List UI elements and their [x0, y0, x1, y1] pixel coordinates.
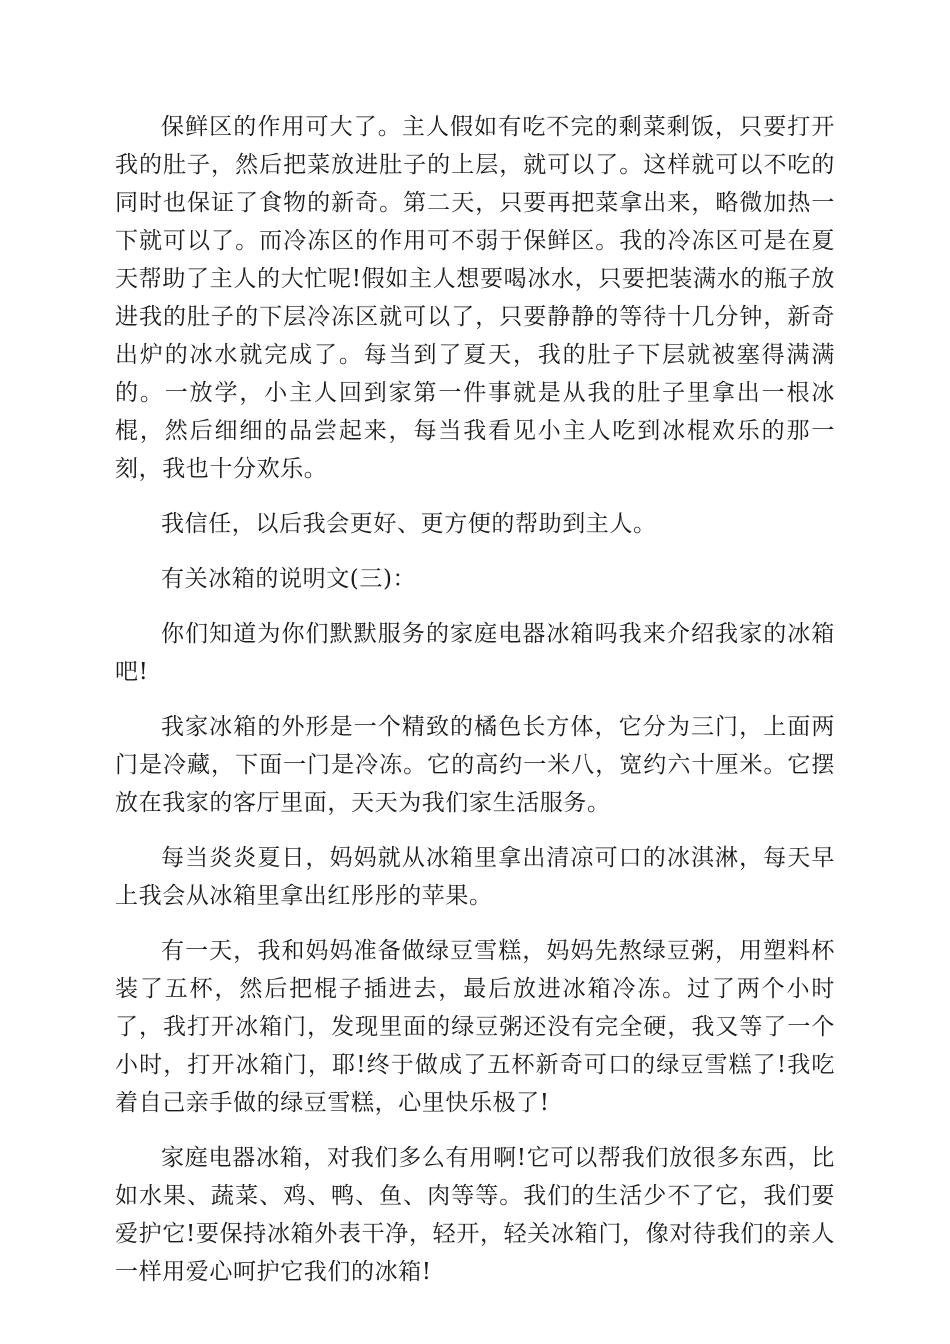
paragraph-popsicle-story: 有一天，我和妈妈准备做绿豆雪糕，妈妈先熬绿豆粥，用塑料杯装了五杯，然后把棍子插进去，最后放进冰箱冷冻。过了两个小时了，我打开冰箱门，发现里面的绿豆粥还没有完全硬，我又等了一个小时，打开冰箱门，耶!终于做成了五杯新奇可口的绿豆雪糕了!我吃着自己亲手做的绿豆雪糕，心里快乐极了! — [115, 938, 835, 1116]
paragraph-fridge-compartments: 保鲜区的作用可大了。主人假如有吃不完的剩菜剩饭，只要打开我的肚子，然后把菜放进肚子的上层，就可以了。这样就可以不吃的同时也保证了食物的新奇。第二天，只要再把菜拿出来，略微加热一下就可以了。而冷冻区的作用可不弱于保鲜区。我的冷冻区可是在夏天帮助了主人的大忙呢!假如主人想要喝冰水，只要把装满水的瓶子放进我的肚子的下层冷冻区就可以了，只要静静的等待十几分钟，新奇出炉的冰水就完成了。每当到了夏天，我的肚子下层就被塞得满满的。一放学，小主人回到家第一件事就是从我的肚子里拿出一根冰棍，然后细细的品尝起来，每当我看见小主人吃到冰棍欢乐的那一刻，我也十分欢乐。 — [115, 114, 835, 482]
section-heading: 有关冰箱的说明文(三)： — [161, 566, 417, 592]
paragraph-summer: 每当炎炎夏日，妈妈就从冰箱里拿出清凉可口的冰淇淋，每天早上我会从冰箱里拿出红彤彤的苹果。 — [115, 845, 835, 909]
document-body — [115, 108, 835, 1308]
paragraph-intro: 你们知道为你们默默服务的家庭电器冰箱吗我来介绍我家的冰箱吧! — [115, 621, 835, 685]
paragraph-conclusion: 家庭电器冰箱，对我们多么有用啊!它可以帮我们放很多东西，比如水果、蔬菜、鸡、鸭、鱼、肉等等。我们的生活少不了它，我们要爱护它!要保持冰箱外表干净，轻开，轻关冰箱门，像对待我们的亲人一样用爱心呵护它我们的冰箱! — [115, 1145, 835, 1285]
paragraph-trust: 我信任，以后我会更好、更方便的帮助到主人。 — [161, 511, 657, 537]
paragraph-appearance: 我家冰箱的外形是一个精致的橘色长方体，它分为三门，上面两门是冷藏，下面一门是冷冻。它的高约一米八，宽约六十厘米。它摆放在我家的客厅里面，天天为我们家生活服务。 — [115, 714, 835, 816]
